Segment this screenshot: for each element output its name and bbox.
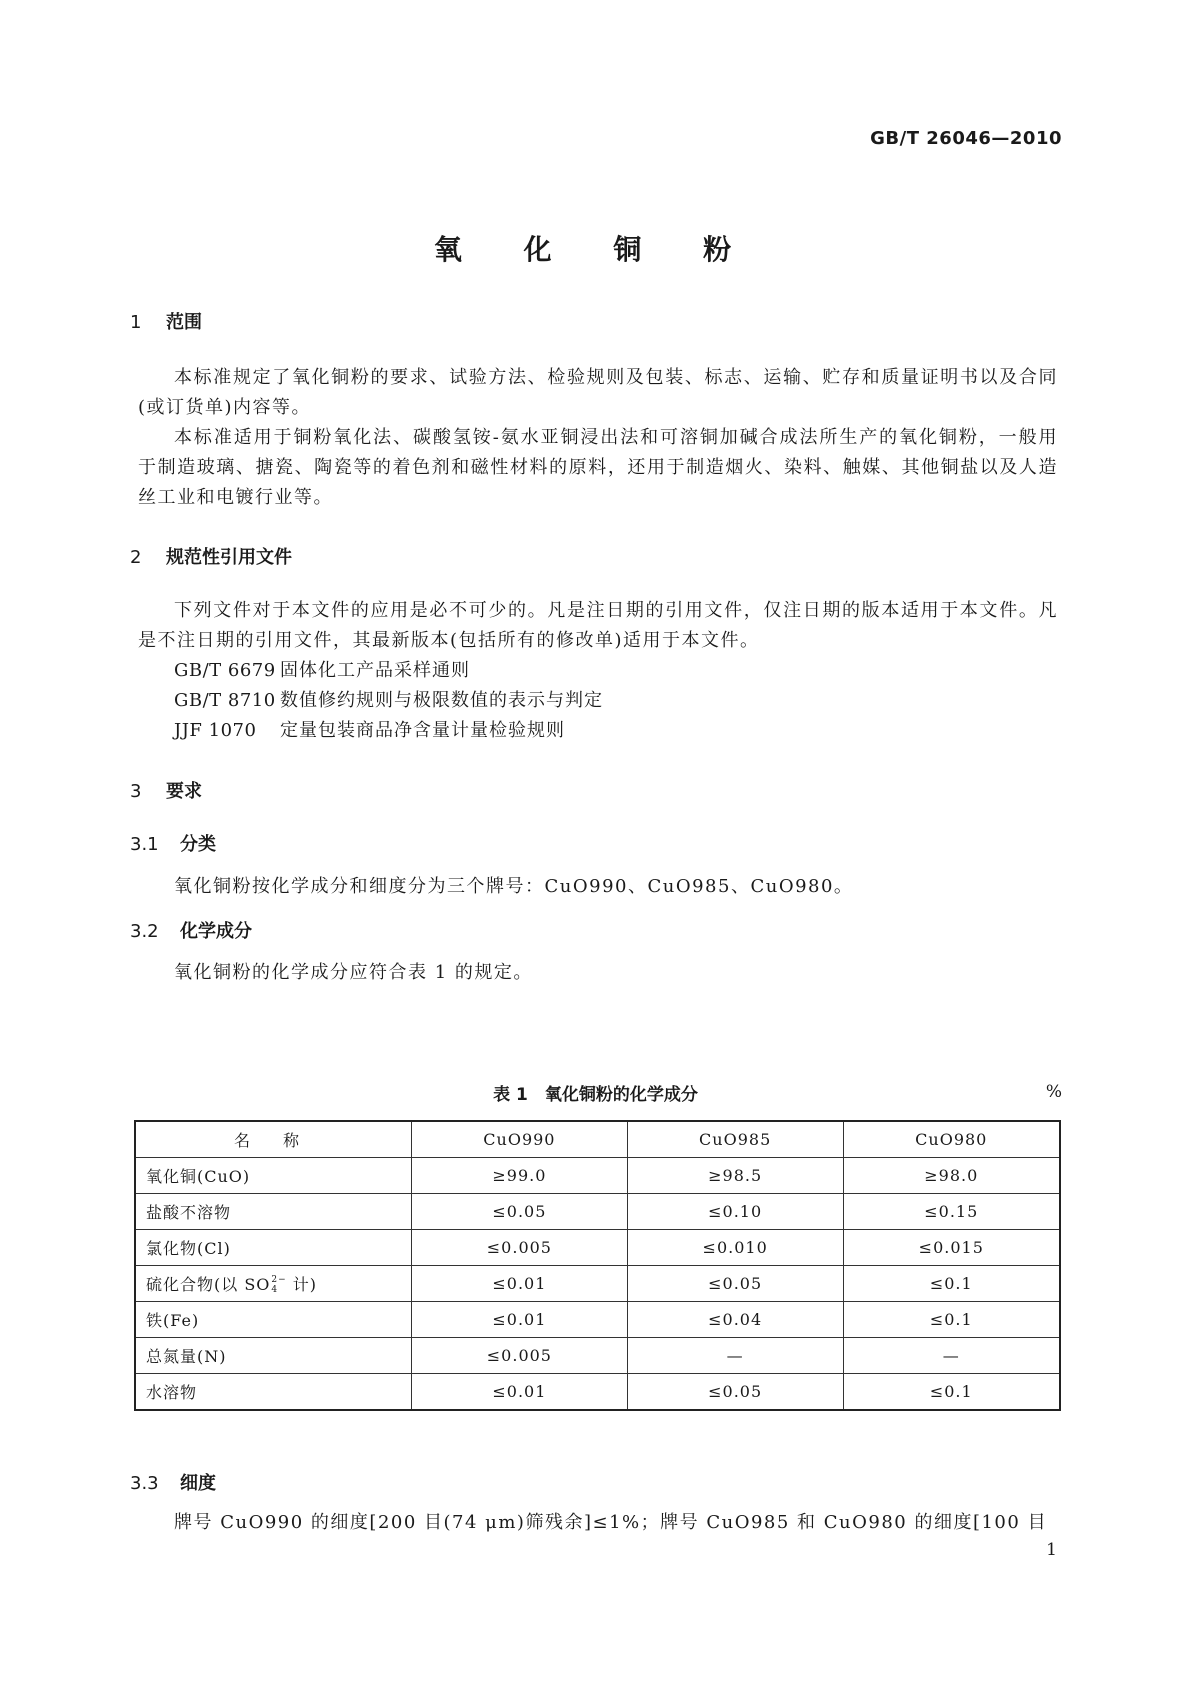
section-1-heading (130, 308, 202, 334)
cell-cuo985: ≤0.05 (627, 1374, 843, 1411)
row-name: 盐酸不溶物 (135, 1194, 412, 1230)
section-title: 要求 (166, 781, 202, 802)
row-name-suffix: 计) (286, 1274, 318, 1294)
row-name (135, 1266, 412, 1302)
cell-cuo980: ≤0.15 (843, 1194, 1060, 1230)
section-number: 2 (130, 547, 142, 568)
document-title: 氧 化 铜 粉 (433, 233, 758, 266)
cell-cuo990: ≤0.005 (412, 1338, 628, 1374)
section-number: 3.2 (130, 921, 159, 942)
sulfate-charge-subscript (271, 1275, 286, 1295)
table-row (135, 1230, 1060, 1266)
cell-cuo985: ≤0.05 (627, 1266, 843, 1302)
row-name: 铁(Fe) (135, 1302, 412, 1338)
column-header-cuo985: CuO985 (627, 1121, 843, 1158)
table-row (135, 1338, 1060, 1374)
row-name: 氯化物(Cl) (135, 1230, 412, 1266)
reference-title: 定量包装商品净含量计量检验规则 (280, 720, 565, 741)
section-title: 化学成分 (180, 921, 252, 942)
section-number: 3.1 (130, 834, 159, 855)
column-header-cuo980: CuO980 (843, 1121, 1060, 1158)
section-2-paragraph-1: 下列文件对于本文件的应用是必不可少的。凡是注日期的引用文件，仅注日期的版本适用于本文件。凡是不注日期的引用文件，其最新版本(包括所有的修改单)适用于本文件。 (138, 600, 1058, 651)
reference-title: 数值修约规则与极限数值的表示与判定 (280, 690, 603, 711)
section-number: 3.3 (130, 1473, 159, 1494)
page-number: 1 (1046, 1540, 1057, 1560)
section-1-paragraph-2: 本标准适用于铜粉氧化法、碳酸氢铵-氨水亚铜浸出法和可溶铜加碱合成法所生产的氧化铜粉，一般用于制造玻璃、搪瓷、陶瓷等的着色剂和磁性材料的原料，还用于制造烟火、染料、触媒、其他铜盐以及人造丝工业和电镀行业等。 (138, 427, 1058, 508)
chemical-composition-table (134, 1120, 1061, 1411)
reference-item (174, 686, 603, 716)
row-name: 总氮量(N) (135, 1338, 412, 1374)
cell-cuo990: ≥99.0 (412, 1158, 628, 1194)
reference-item (174, 656, 470, 686)
table-row (135, 1194, 1060, 1230)
section-1-paragraph-1: 本标准规定了氧化铜粉的要求、试验方法、检验规则及包装、标志、运输、贮存和质量证明书以及合同(或订货单)内容等。 (138, 367, 1058, 418)
section-title: 范围 (166, 312, 202, 333)
section-3-3-paragraph: 牌号 CuO990 的细度[200 目(74 μm)筛残余]≤1%；牌号 CuO985 和 CuO980 的细度[100 目 (174, 1512, 1048, 1533)
superscript-charge: 2− (271, 1275, 287, 1286)
cell-cuo990: ≤0.01 (412, 1302, 628, 1338)
section-title: 规范性引用文件 (166, 547, 292, 568)
cell-cuo985: — (627, 1338, 843, 1374)
cell-cuo980: ≤0.1 (843, 1374, 1060, 1411)
section-number: 1 (130, 312, 142, 333)
column-header-name: 名 称 (135, 1121, 412, 1158)
cell-cuo985: ≤0.04 (627, 1302, 843, 1338)
cell-cuo980: ≥98.0 (843, 1158, 1060, 1194)
cell-cuo985: ≤0.010 (627, 1230, 843, 1266)
cell-cuo990: ≤0.01 (412, 1374, 628, 1411)
cell-cuo980: ≤0.1 (843, 1266, 1060, 1302)
section-3-1-heading (130, 830, 216, 856)
standard-code: GB/T 26046—2010 (870, 128, 1062, 149)
section-3-2-heading (130, 917, 252, 943)
subscript-count: 4 (271, 1285, 279, 1296)
row-name: 水溶物 (135, 1374, 412, 1411)
reference-item (174, 716, 565, 746)
reference-code: GB/T 6679 (174, 660, 276, 681)
reference-code: JJF 1070 (174, 720, 257, 741)
row-name: 氧化铜(CuO) (135, 1158, 412, 1194)
table-row (135, 1302, 1060, 1338)
cell-cuo985: ≥98.5 (627, 1158, 843, 1194)
cell-cuo980: ≤0.015 (843, 1230, 1060, 1266)
table-caption: 表 1 氧化铜粉的化学成分 (493, 1085, 698, 1105)
section-title: 细度 (180, 1473, 216, 1494)
section-3-3-heading (130, 1469, 216, 1495)
table-unit: % (1045, 1082, 1062, 1102)
table-row (135, 1158, 1060, 1194)
table-row (135, 1374, 1060, 1411)
cell-cuo980: ≤0.1 (843, 1302, 1060, 1338)
section-title: 分类 (180, 834, 216, 855)
cell-cuo980: — (843, 1338, 1060, 1374)
cell-cuo990: ≤0.005 (412, 1230, 628, 1266)
section-3-heading (130, 777, 202, 803)
cell-cuo985: ≤0.10 (627, 1194, 843, 1230)
section-3-1-paragraph: 氧化铜粉按化学成分和细度分为三个牌号：CuO990、CuO985、CuO980。 (174, 876, 854, 897)
reference-title: 固体化工产品采样通则 (280, 660, 470, 681)
section-number: 3 (130, 781, 142, 802)
table-header-row (135, 1121, 1060, 1158)
section-2-heading (130, 543, 292, 569)
row-name-prefix: 硫化合物(以 SO (146, 1274, 271, 1294)
cell-cuo990: ≤0.05 (412, 1194, 628, 1230)
cell-cuo990: ≤0.01 (412, 1266, 628, 1302)
section-3-2-paragraph: 氧化铜粉的化学成分应符合表 1 的规定。 (174, 962, 533, 983)
column-header-cuo990: CuO990 (412, 1121, 628, 1158)
reference-code: GB/T 8710 (174, 690, 276, 711)
table-row (135, 1266, 1060, 1302)
